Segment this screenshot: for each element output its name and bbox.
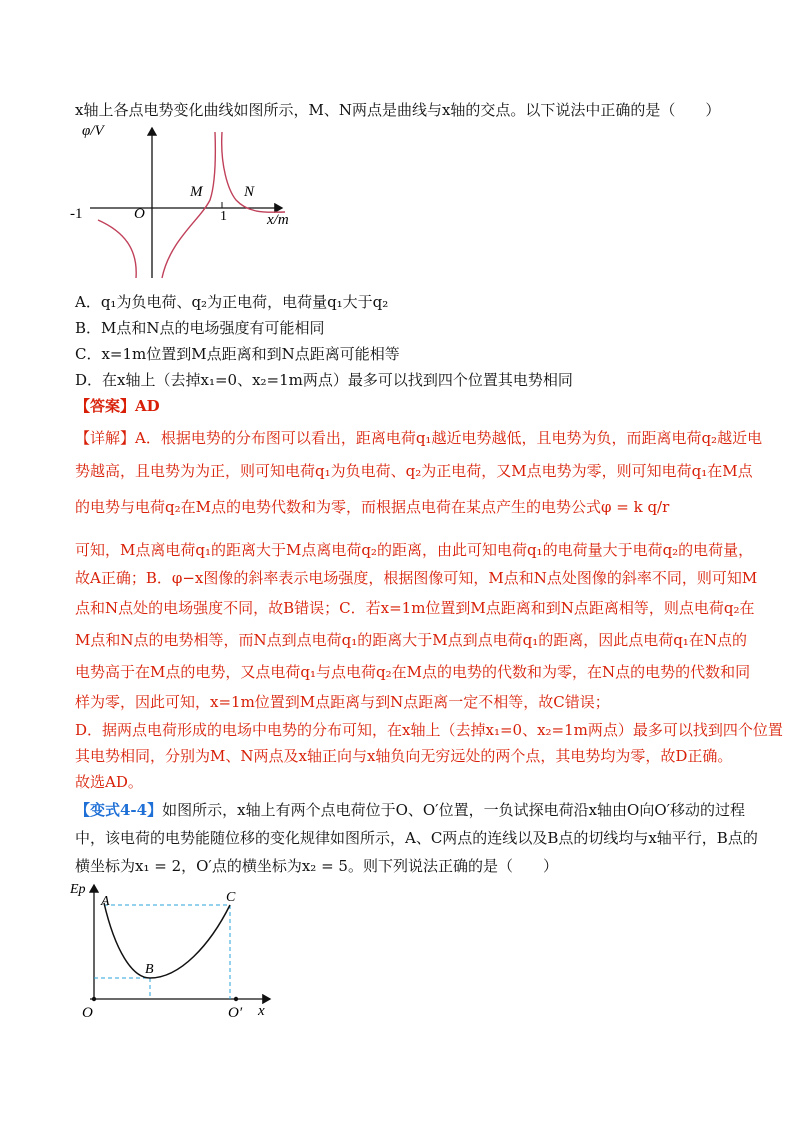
q2-stem-line: 中，该电荷的电势能随位移的变化规律如图所示，A、C两点的连线以及B点的切线均与x轴平行，B点的 — [75, 829, 758, 847]
label-ep: Ep — [70, 882, 86, 897]
phi-x-graph — [70, 120, 310, 285]
q2-stem-line: 横坐标为x₁ = 2，O′点的横坐标为x₂ = 5。则下列说法正确的是（ ） — [75, 857, 558, 875]
option-a: A．q₁为负电荷、q₂为正电荷，电荷量q₁大于q₂ — [75, 293, 389, 311]
ep-x-graph — [70, 875, 280, 1023]
analysis-line: 点和N点处的电场强度不同，故B错误；C．若x=1m位置到M点距离和到N点距离相等，则点电荷q₂在 — [75, 599, 755, 617]
option-d: D．在x轴上（去掉x₁=0、x₂=1m两点）最多可以找到四个位置其电势相同 — [75, 371, 573, 389]
label-ylabel: φ/V — [82, 123, 104, 139]
option-b: B．M点和N点的电场强度有可能相同 — [75, 319, 325, 337]
curve-left — [98, 220, 136, 278]
label-origin: O — [82, 1005, 93, 1021]
label-n: N — [244, 184, 255, 200]
label-c: C — [226, 890, 236, 905]
analysis-line: 其电势相同，分别为M、N两点及x轴正向与x轴负向无穷远处的两个点，其电势均为零，故D正确。 — [75, 747, 733, 765]
q2-stem-text: 如图所示，x轴上有两个点电荷位于O、O′位置，一负试探电荷沿x轴由O向O′移动的过程 — [162, 801, 746, 819]
label-origin: O — [134, 206, 145, 222]
analysis-line: 电势高于在M点的电势，又点电荷q₁与点电荷q₂在M点的电势的代数和为零，在N点的电势的代数和同 — [75, 663, 751, 681]
label-b: B — [145, 962, 154, 977]
curve-middle — [162, 132, 215, 278]
analysis-line: M点和N点的电势相等，而N点到点电荷q₁的距离大于M点到点电荷q₁的距离，因此点电荷q₁在N点的 — [75, 631, 747, 649]
label-xlabel: x/m — [267, 212, 289, 228]
curve-right — [222, 132, 285, 212]
label-a: A — [101, 894, 110, 909]
analysis-line: 故选AD。 — [75, 773, 143, 791]
analysis-line: 【详解】A．根据电势的分布图可以看出，距离电荷q₁越近电势越低，且电势为负，而距离电荷q₂越近电 — [75, 429, 763, 447]
label-oprime: O′ — [228, 1005, 243, 1021]
label-minus-one: -1 — [70, 206, 83, 222]
analysis-line: 样为零，因此可知，x=1m位置到M点距离与到N点距离一定不相等，故C错误； — [75, 693, 610, 711]
analysis-line: 的电势与电荷q₂在M点的电势代数和为零，而根据点电荷在某点产生的电势公式φ = k q/r — [75, 498, 670, 516]
label-one: 1 — [220, 209, 227, 224]
q1-stem: x轴上各点电势变化曲线如图所示，M、N两点是曲线与x轴的交点。以下说法中正确的是（ ） — [75, 101, 721, 119]
ep-curve — [104, 903, 230, 978]
variant-tag: 【变式4-4】 — [75, 801, 163, 819]
analysis-line: 可知，M点离电荷q₁的距离大于M点离电荷q₂的距离，由此可知电荷q₁的电荷量大于电荷q₂的电荷量， — [75, 541, 754, 559]
analysis-line: 故A正确；B．φ−x图像的斜率表示电场强度，根据图像可知，M点和N点处图像的斜率不同，则可知M — [75, 569, 758, 587]
q2-stem-line — [75, 800, 745, 820]
answer: 【答案】AD — [75, 397, 160, 415]
label-x: x — [258, 1003, 265, 1019]
option-c: C．x=1m位置到M点距离和到N点距离可能相等 — [75, 345, 400, 363]
analysis-line: D．据两点电荷形成的电场中电势的分布可知，在x轴上（去掉x₁=0、x₂=1m两点）最多可以找到四个位置 — [75, 721, 783, 739]
analysis-line: 势越高，且电势为为正，则可知电荷q₁为负电荷、q₂为正电荷，又M点电势为零，则可知电荷q₁在M点 — [75, 462, 753, 480]
label-m: M — [190, 184, 203, 200]
